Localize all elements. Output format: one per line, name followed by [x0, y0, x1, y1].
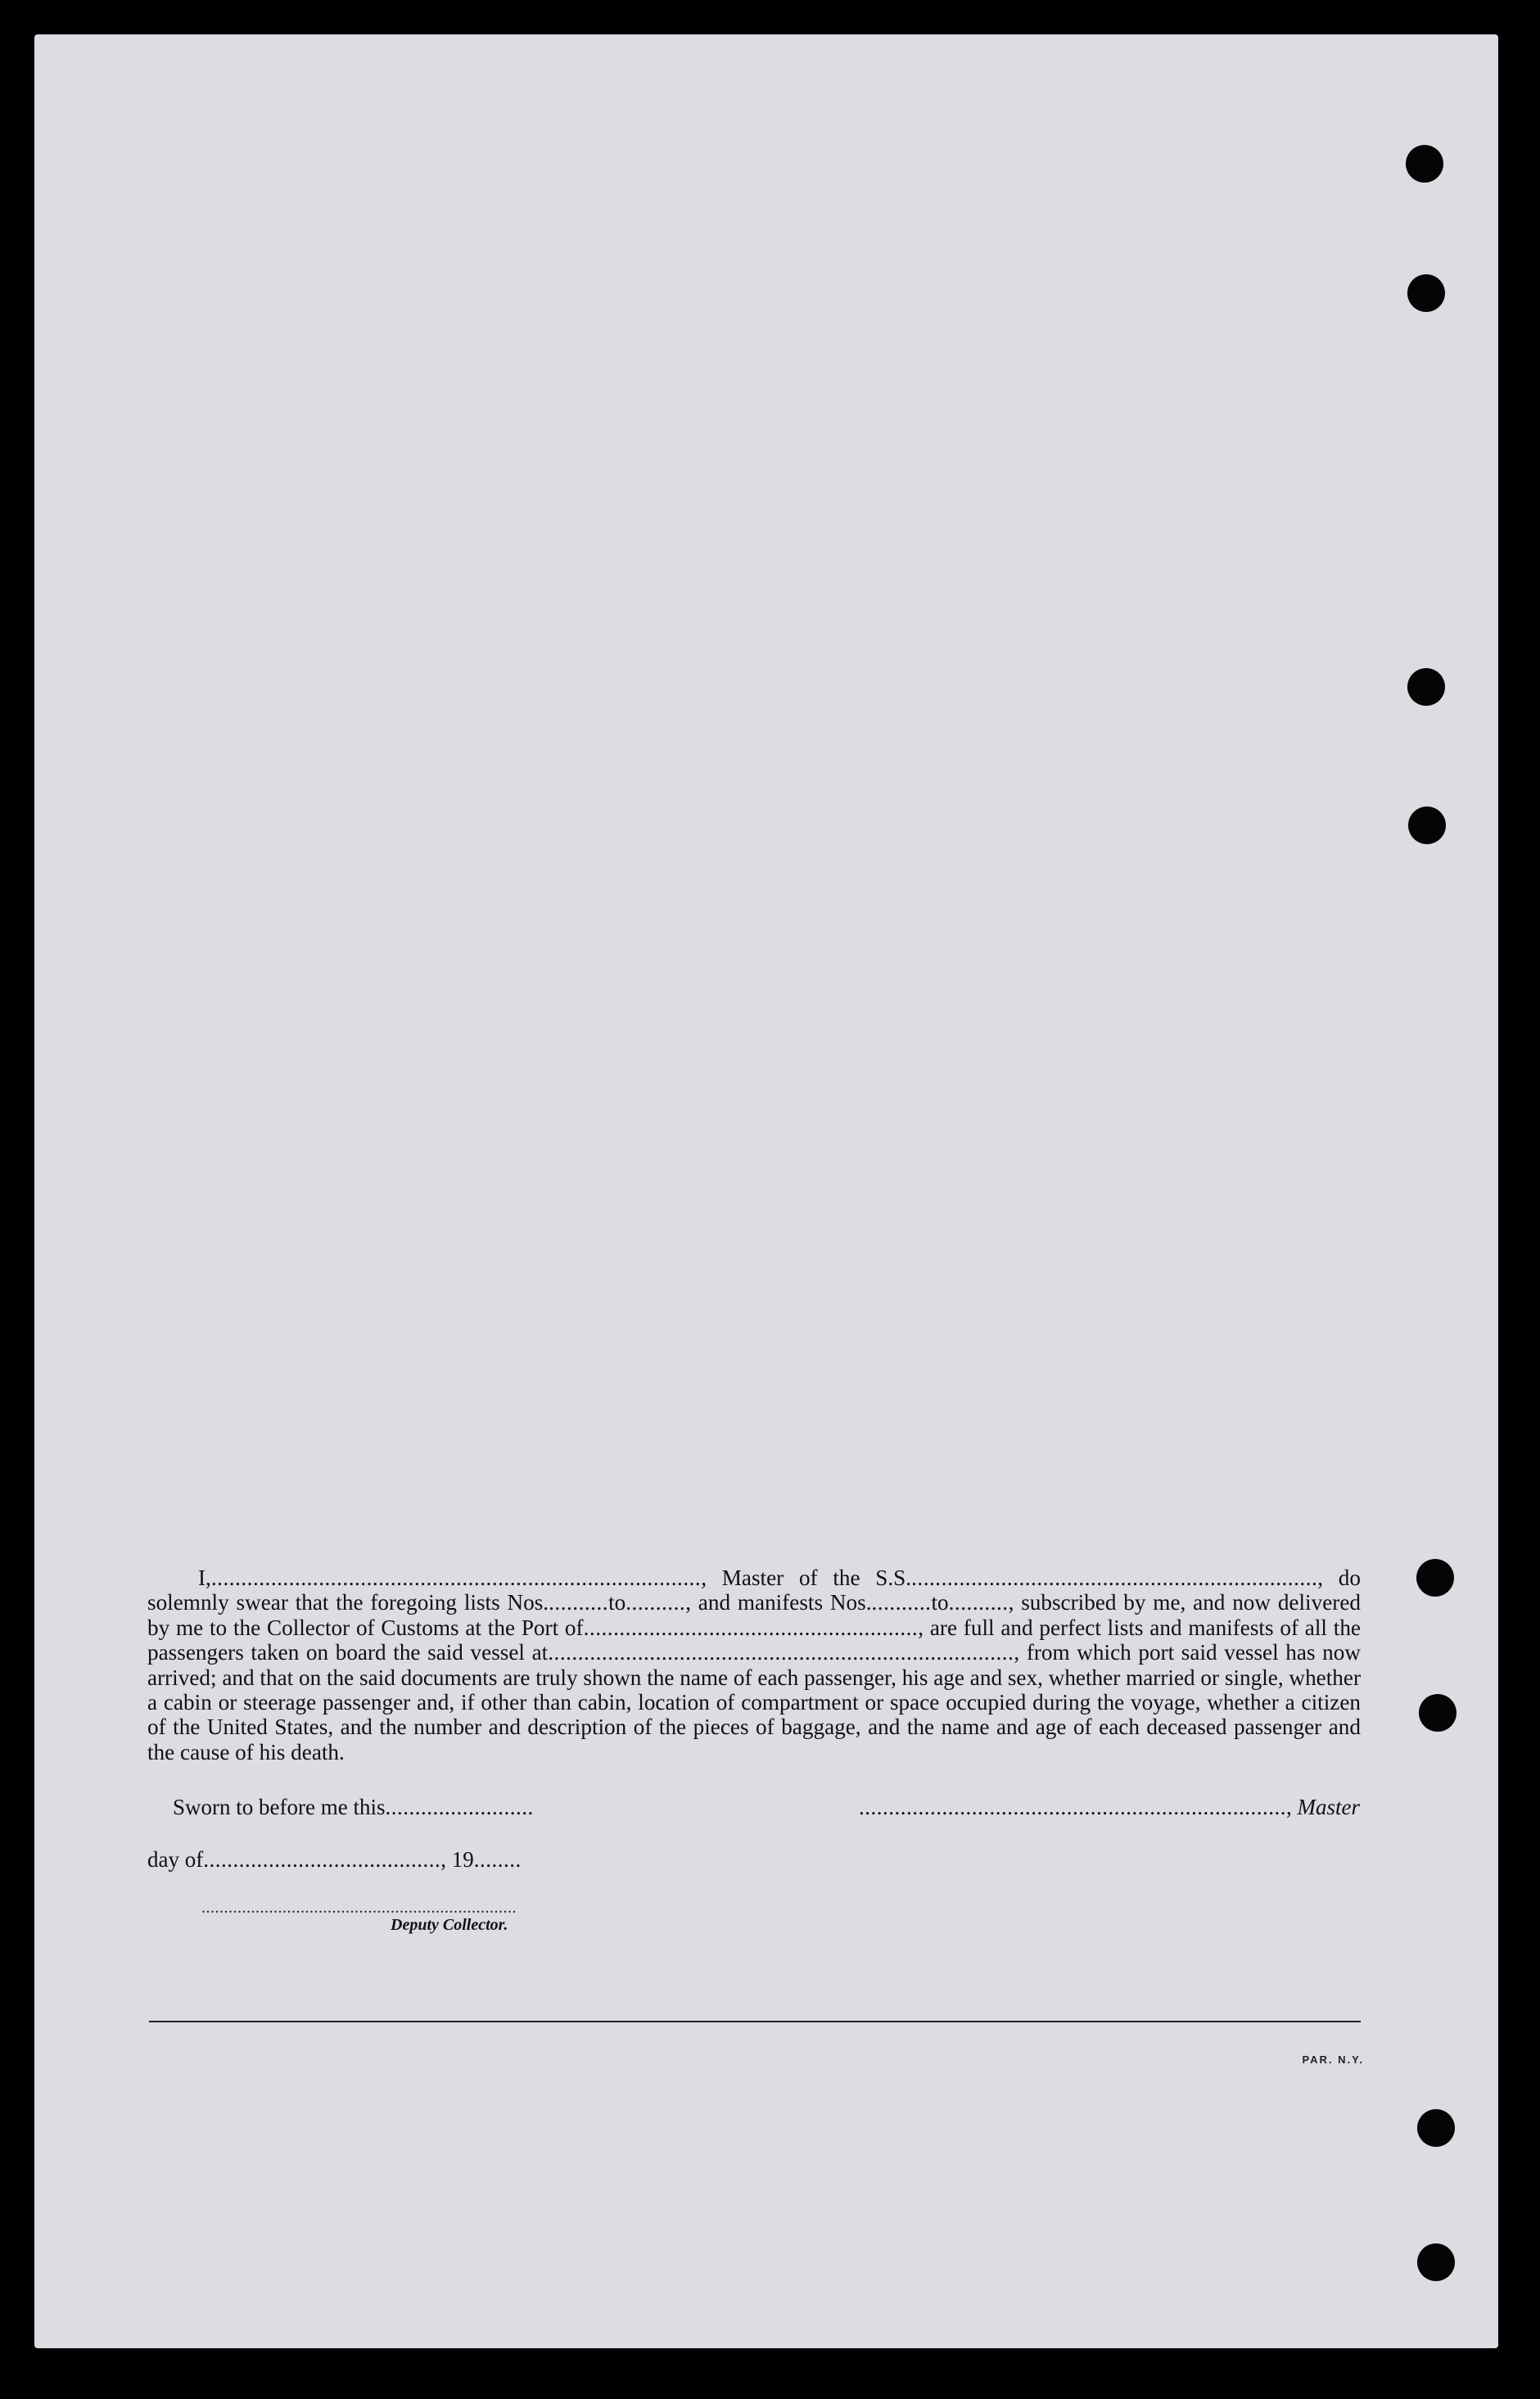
port-blank: ........................................................ — [583, 1615, 919, 1640]
lists-from-blank: .......... — [549, 1590, 609, 1615]
lists-to-blank: .......... — [625, 1590, 686, 1615]
oath-text: , from which port said vessel has now arrived; and that on the said documents are truly shown the name of each passenger, his age and sex, whether married or single, whether a cabin or steerage passenger and, if other than cabin, location of compartment or space occupied during the voyage, whether a citizen of the United States, and the number and description of the pieces of baggage, and the name and age of each deceased passenger and the cause of his death. — [147, 1640, 1361, 1764]
oath-text: , Master of the S.S. — [701, 1565, 912, 1590]
punch-hole-icon — [1407, 668, 1445, 706]
oath-text: I, — [198, 1565, 211, 1590]
deputy-signature-blank: ...................................................................... — [201, 1899, 517, 1917]
year-blank: ........ — [473, 1847, 522, 1872]
punch-hole-icon — [1407, 274, 1445, 312]
vessel-name-blank: .................................................................... — [911, 1565, 1318, 1590]
manifests-to-blank: .......... — [948, 1590, 1009, 1615]
master-signature-line: ........................................................................, Master — [859, 1795, 1360, 1819]
oath-text: to — [608, 1590, 626, 1615]
deputy-collector-label: Deputy Collector. — [391, 1916, 508, 1934]
oath-text: , and manifests Nos. — [685, 1590, 872, 1615]
document-sheet — [34, 34, 1498, 2348]
month-blank: ........................................ — [203, 1847, 441, 1872]
oath-text: , do solemnly swear that the foregoing lists Nos. — [147, 1565, 1361, 1615]
oath-text: to — [931, 1590, 949, 1615]
punch-hole-icon — [1417, 2109, 1455, 2147]
master-signature-blank: ........................................................................ — [859, 1795, 1286, 1819]
master-name-blank: .................................................................................. — [210, 1565, 702, 1590]
day-of-line — [147, 1847, 522, 1873]
punch-hole-icon — [1419, 1694, 1456, 1732]
printer-mark: PAR. N.Y. — [1302, 2053, 1364, 2066]
sworn-label: Sworn to before me this — [173, 1795, 386, 1819]
day-of-label: day of — [147, 1847, 204, 1872]
manifests-from-blank: .......... — [871, 1590, 932, 1615]
year-prefix: , 19 — [440, 1847, 474, 1872]
punch-hole-icon — [1406, 145, 1443, 183]
oath-paragraph — [147, 1565, 1361, 1764]
punch-hole-icon — [1408, 806, 1446, 844]
oath-text: , subscribed by me, and now delivered by me to the Collector of Customs at the Port of — [147, 1590, 1361, 1640]
oath-text: , are full and perfect lists and manifests of all the passengers taken on board the said vessel at — [147, 1615, 1361, 1665]
sworn-line — [173, 1795, 534, 1820]
master-label: Master — [1297, 1795, 1360, 1819]
divider-line — [149, 2021, 1361, 2022]
sworn-date-blank: ......................... — [385, 1795, 534, 1819]
embarkation-port-blank: .............................................................................. — [548, 1640, 1014, 1665]
punch-hole-icon — [1416, 1559, 1454, 1597]
punch-hole-icon — [1417, 2243, 1455, 2281]
